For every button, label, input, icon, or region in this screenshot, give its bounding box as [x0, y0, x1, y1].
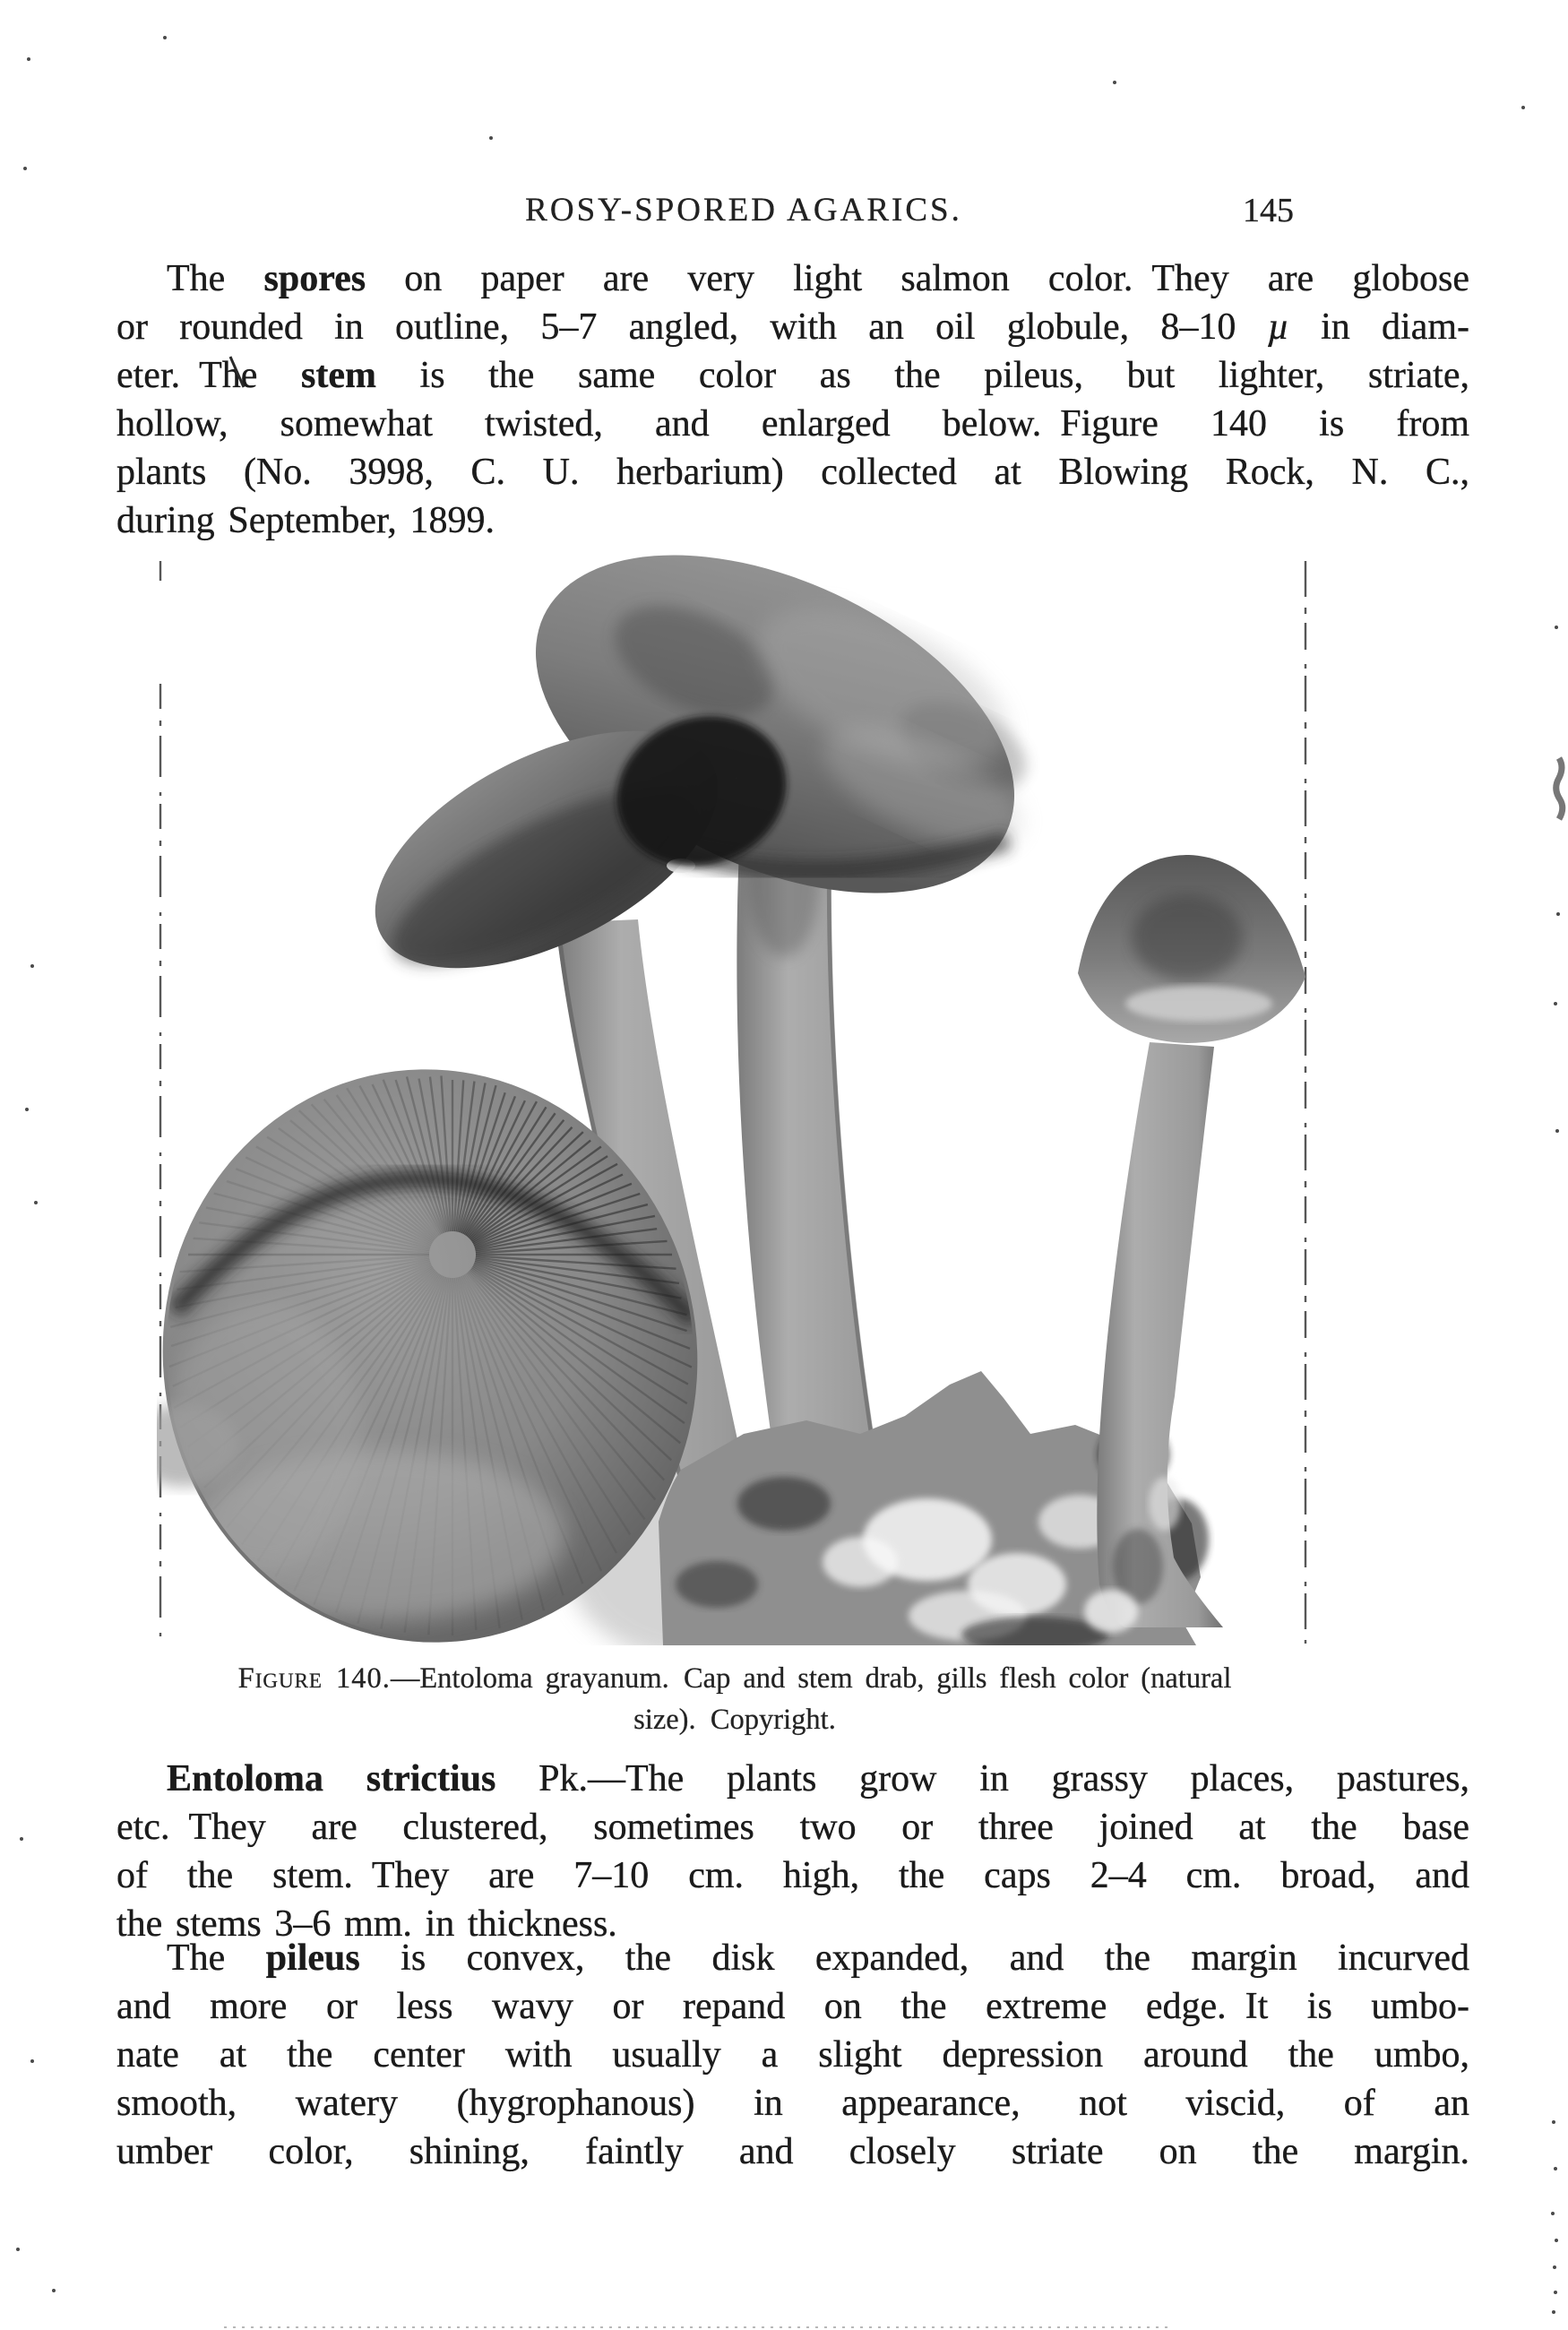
text-segment: etc. They are clustered, sometimes two or three joined at the base — [116, 1807, 1469, 1848]
text-segment: Pk.—The plants grow in grassy places, pastures, — [495, 1758, 1469, 1799]
text-segment: is the same color as the pileus, but lighter, striate, — [375, 355, 1469, 396]
paragraph-pileus — [116, 1934, 1469, 2176]
bold-term: spores — [263, 258, 366, 299]
bold-term: pileus — [265, 1937, 360, 1979]
page-header — [116, 191, 1469, 236]
text-line — [116, 448, 1469, 496]
text-line — [116, 1851, 1469, 1900]
text-segment: eter. The — [116, 355, 301, 396]
text-line — [116, 1755, 1469, 1803]
text-segment: The — [167, 258, 264, 299]
right-edge-ink-smudge — [1556, 758, 1563, 819]
text-segment: µ — [1267, 306, 1289, 348]
text-segment: is convex, the disk expanded, and the margin incurved — [359, 1937, 1469, 1979]
figure-label: Figure 140. — [237, 1662, 391, 1695]
text-segment: in diam- — [1288, 306, 1469, 348]
text-line — [116, 303, 1469, 351]
text-segment: or rounded in outline, 5–7 angled, with an oil globule, 8–10 — [116, 306, 1268, 348]
text-segment: nate at the center with usually a slight depression around the umbo, — [116, 2034, 1469, 2075]
halftone-black-speckle — [157, 554, 1313, 1645]
text-line — [116, 1934, 1469, 1982]
figure-caption-line2: size). Copyright. — [633, 1704, 836, 1736]
text-segment: hollow, somewhat twisted, and enlarged below. Figure 140 is from — [116, 403, 1469, 444]
running-head: ROSY-SPORED AGARICS. — [525, 192, 962, 229]
text-segment: during September, 1899. — [116, 500, 495, 541]
text-segment: The — [167, 1937, 266, 1979]
text-segment: the stems 3–6 mm. in thickness. — [116, 1903, 617, 1945]
text-line — [116, 255, 1469, 303]
text-segment: of the stem. They are 7–10 cm. high, the caps 2–4 cm. broad, and — [116, 1855, 1469, 1896]
text-line — [116, 2031, 1469, 2079]
text-line — [116, 351, 1469, 400]
text-segment: smooth, watery (hygrophanous) in appearance, not viscid, of an — [116, 2083, 1469, 2124]
mushroom-photograph — [157, 554, 1313, 1645]
text-line — [116, 400, 1469, 448]
text-line — [116, 1803, 1469, 1851]
text-line — [116, 2079, 1469, 2127]
figure-140-plate — [157, 554, 1313, 1645]
paragraph-entoloma-strictius — [116, 1755, 1469, 1948]
text-segment: and more or less wavy or repand on the extreme edge. It is umbo- — [116, 1986, 1469, 2027]
text-segment: umber color, shining, faintly and closely striate on the margin. — [116, 2131, 1469, 2172]
text-segment: plants (No. 3998, C. U. herbarium) collected at Blowing Rock, N. C., — [116, 452, 1469, 493]
paragraph-spores — [116, 255, 1469, 545]
text-segment: on paper are very light salmon color. They are globose — [366, 258, 1470, 299]
text-line — [116, 496, 1469, 545]
text-line — [116, 1982, 1469, 2031]
text-line — [116, 2127, 1469, 2176]
figure-caption-line1: Figure 140.—Entoloma grayanum. Cap and stem drab, gills flesh color (natural — [237, 1662, 1232, 1695]
bold-term: Entoloma strictius — [167, 1758, 496, 1799]
figure-caption — [157, 1658, 1313, 1740]
bold-term: stem — [301, 355, 376, 396]
page-number: 145 — [1243, 192, 1294, 229]
